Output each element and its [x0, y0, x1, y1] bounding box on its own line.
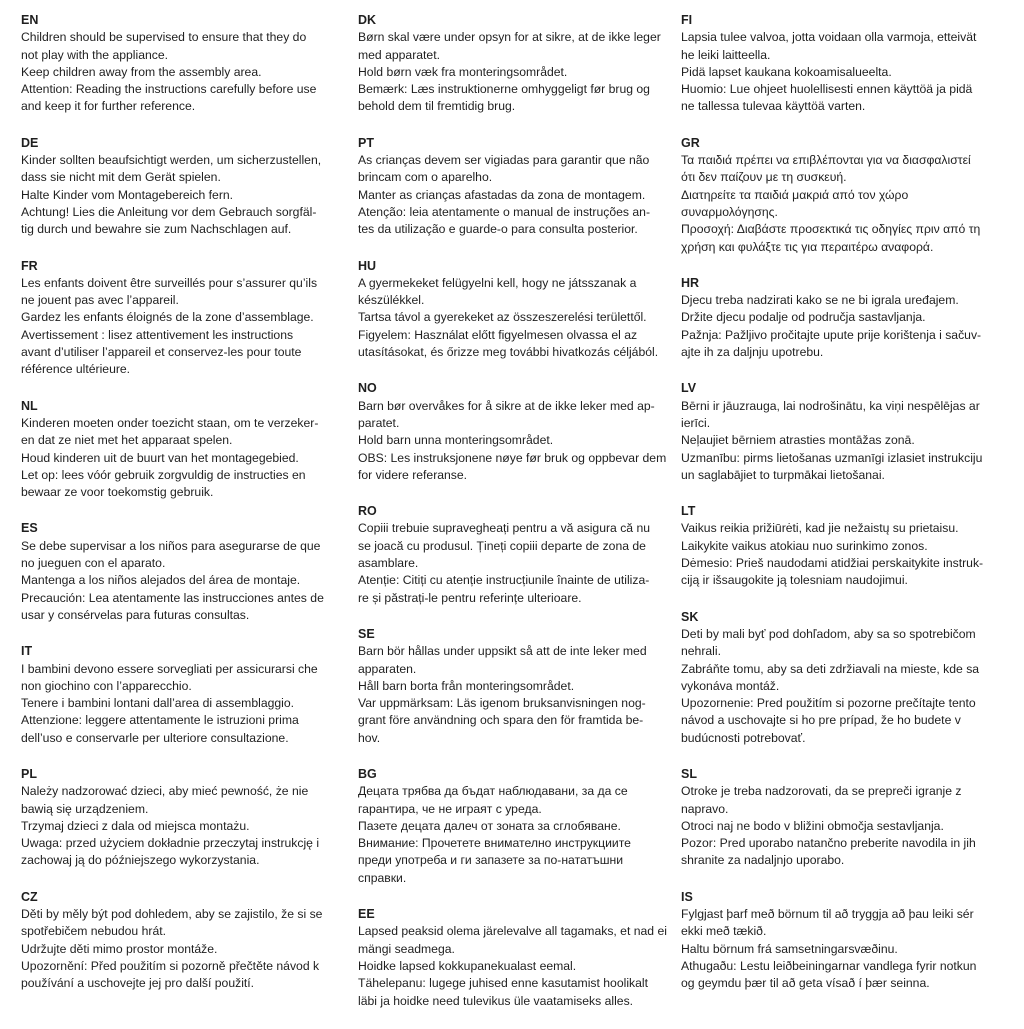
language-code-heading: NL: [21, 398, 38, 413]
instruction-line: not play with the appliance.: [21, 47, 169, 62]
instruction-line: Avertissement : lisez attentivement les instructions: [21, 327, 294, 342]
language-section: [681, 275, 1015, 361]
instruction-line: budúcnosti potrebovať.: [681, 730, 806, 745]
instruction-line: συναρμολόγησης.: [681, 204, 778, 219]
instruction-line: ne jouent pas avec l’appareil.: [21, 293, 179, 308]
instruction-line: Tähelepanu: lugege juhised enne kasutamist hoolikalt: [358, 976, 648, 991]
language-section: [21, 643, 354, 747]
instruction-line: Children should be supervised to ensure that they do: [21, 30, 307, 45]
instruction-line: Gardez les enfants éloignés de la zone d’assemblage.: [21, 310, 314, 325]
instruction-line: Hoidke lapsed kokkupanekualast eemal.: [358, 958, 577, 973]
instruction-line: tes da utilização e guarde-o para consulta posterior.: [358, 222, 638, 237]
language-section: [358, 906, 691, 1010]
instruction-line: Hold barn unna monteringsområdet.: [358, 433, 554, 448]
instruction-line: no jueguen con el aparato.: [21, 556, 166, 571]
instruction-line: ne tallessa tulevaa käyttöä varten.: [681, 99, 866, 114]
instruction-line: mängi seadmega.: [358, 941, 455, 956]
instruction-line: Držite djecu podalje od područja sastavljanja.: [681, 310, 926, 325]
instruction-line: Djecu treba nadzirati kako se ne bi igrala uređajem.: [681, 293, 959, 308]
instruction-line: Precaución: Lea atentamente las instrucciones antes de: [21, 590, 324, 605]
language-section: [21, 520, 354, 624]
instruction-line: Hold børn væk fra monteringsområdet.: [358, 64, 568, 79]
instruction-line: Bemærk: Læs instruktionerne omhyggeligt før brug og: [358, 82, 650, 97]
instruction-line: Upozornenie: Pred použitím si pozorne prečítajte tento: [681, 696, 976, 711]
instruction-line: Otroci naj ne bodo v bližini območja sestavljanja.: [681, 818, 944, 833]
instruction-line: Manter as crianças afastadas da zona de montagem.: [358, 187, 646, 202]
language-section: [358, 626, 691, 747]
instruction-line: asamblare.: [358, 556, 419, 571]
language-code-heading: FI: [681, 13, 693, 27]
instruction-line: Barn bör hållas under uppsikt så att de inte leker med: [358, 644, 647, 659]
instruction-line: for videre referanse.: [358, 467, 468, 482]
instruction-line: grant före användning och spara den för framtida be-: [358, 713, 644, 728]
instruction-line: Var uppmärksam: Läs igenom bruksanvisningen nog-: [358, 696, 646, 711]
language-code-heading: FR: [21, 258, 38, 273]
instruction-line: Vaikus reikia prižiūrėti, kad jie nežaistų su prietaisu.: [681, 521, 959, 536]
instruction-line: Należy nadzorować dzieci, aby mieć pewność, że nie: [21, 784, 309, 799]
instruction-line: avant d’utiliser l’appareil et conservez-les pour toute: [21, 345, 302, 360]
instruction-line: Achtung! Lies die Anleitung vor dem Gebrauch sorgfäl-: [21, 204, 317, 219]
instruction-line: Kinder sollten beaufsichtigt werden, um sicherzustellen,: [21, 153, 322, 168]
instruction-line: návod a uschovajte si ho pre prípad, že ho budete v: [681, 713, 961, 728]
instruction-line: Tartsa távol a gyerekeket az összeszerelési területtől.: [358, 310, 647, 325]
instruction-line: Les enfants doivent être surveillés pour s’assurer qu’ils: [21, 275, 318, 290]
language-section: [21, 12, 354, 116]
language-section: [358, 258, 691, 362]
language-section: [681, 766, 1015, 870]
instruction-line: Uzmanību: pirms lietošanas uzmanīgi izlasiet instrukciju: [681, 450, 983, 465]
instruction-line: Udržujte děti mimo prostor montáže.: [21, 941, 218, 956]
instruction-line: гарантира, че не играят с уреда.: [358, 801, 542, 816]
instruction-line: справки.: [358, 870, 407, 885]
instruction-line: napravo.: [681, 801, 729, 816]
instruction-line: tig durch und bewahre sie zum Nachschlagen auf.: [21, 222, 292, 237]
instruction-line: Neļaujiet bērniem atrasties montāžas zonā.: [681, 433, 915, 448]
instruction-line: Trzymaj dzieci z dala od miejsca montażu.: [21, 818, 250, 833]
instruction-line: Figyelem: Használat előtt figyelmesen olvassa el az: [358, 327, 638, 342]
instruction-line: bewaar ze voor toekomstig gebruik.: [21, 485, 214, 500]
language-section: [21, 766, 354, 870]
instruction-line: Se debe supervisar a los niños para asegurarse de que: [21, 538, 321, 553]
language-section: [681, 12, 1015, 116]
instruction-line: nehrali.: [681, 644, 721, 659]
language-code-heading: GR: [681, 135, 700, 150]
instruction-line: Pidä lapset kaukana kokoamisalueelta.: [681, 64, 892, 79]
language-code-heading: HR: [681, 275, 700, 290]
instruction-line: brincam com o aparelho.: [358, 170, 493, 185]
column-1: [21, 12, 354, 1012]
instruction-line: ciją ir išsaugokite ją tolesniam naudojimui.: [681, 573, 908, 588]
instruction-line: As crianças devem ser vigiadas para garantir que não: [358, 153, 650, 168]
instruction-line: készülékkel.: [358, 293, 425, 308]
instruction-line: utasításokat, és őrizze meg további hivatkozás céljából.: [358, 345, 659, 360]
language-code-heading: LV: [681, 381, 697, 396]
instruction-line: Atenção: leia atentamente o manual de instruções an-: [358, 204, 651, 219]
instruction-line: non giochino con l’apparecchio.: [21, 678, 192, 693]
instruction-line: I bambini devono essere sorvegliati per assicurarsi che: [21, 661, 318, 676]
language-section: [358, 12, 691, 116]
language-code-heading: DE: [21, 135, 39, 150]
instruction-line: Håll barn borta från monteringsområdet.: [358, 678, 575, 693]
instruction-line: Upozornění: Před použitím si pozorně přečtěte návod k: [21, 958, 320, 973]
instruction-line: Laikykite vaikus atokiau nuo surinkimo zonos.: [681, 538, 928, 553]
language-code-heading: HU: [358, 258, 377, 273]
instruction-line: Børn skal være under opsyn for at sikre, at de ikke leger: [358, 30, 661, 45]
instruction-line: dass sie nicht mit dem Gerät spielen.: [21, 170, 221, 185]
instruction-line: Τα παιδιά πρέπει να επιβλέπονται για να διασφαλιστεί: [681, 153, 971, 168]
instruction-line: vykonáva montáž.: [681, 678, 780, 693]
instruction-line: Haltu börnum frá samsetningarsvæðinu.: [681, 941, 898, 956]
instruction-line: Barn bør overvåkes for å sikre at de ikke leker med ap-: [358, 398, 655, 413]
instruction-line: OBS: Les instruksjonene nøye før bruk og oppbevar dem: [358, 450, 667, 465]
instruction-line: and keep it for further reference.: [21, 99, 196, 114]
instruction-line: Fylgjast þarf með börnum til að tryggja að þau leiki sér: [681, 907, 974, 922]
language-code-heading: NO: [358, 381, 377, 396]
instruction-line: en dat ze niet met het apparaat spelen.: [21, 433, 233, 448]
instruction-line: hov.: [358, 730, 381, 745]
instruction-line: Athugaðu: Lestu leiðbeiningarnar vandlega fyrir notkun: [681, 958, 977, 973]
instruction-line: Пазете децата далеч от зоната за сглобяване.: [358, 818, 621, 833]
instruction-line: bawią się urządzeniem.: [21, 801, 149, 816]
instruction-line: og geymdu þær til að geta vísað í þær seinna.: [681, 976, 930, 991]
instruction-line: Lapsed peaksid olema järelevalve all tagamaks, et nad ei: [358, 924, 667, 939]
instruction-line: ierīci.: [681, 415, 711, 430]
instruction-line: läbi ja hoidke need tulevikus üle vaatamiseks alles.: [358, 993, 634, 1008]
instruction-line: spotřebičem nebudou hrát.: [21, 924, 166, 939]
instruction-line: Huomio: Lue ohjeet huolellisesti ennen käyttöä ja pidä: [681, 82, 973, 97]
language-code-heading: SK: [681, 609, 699, 624]
language-section: [21, 398, 354, 502]
instruction-line: med apparatet.: [358, 47, 440, 62]
language-code-heading: IT: [21, 644, 33, 659]
instruction-line: Децата трябва да бъдат наблюдавани, за да се: [358, 784, 628, 799]
instruction-line: Προσοχή: Διαβάστε προσεκτικά τις οδηγίες πριν από τη: [681, 222, 981, 237]
instruction-line: Внимание: Прочетете внимателно инструкциите: [358, 836, 631, 851]
language-code-heading: SL: [681, 766, 697, 781]
instruction-line: používání a uschovejte jej pro další použití.: [21, 976, 255, 991]
language-code-heading: CZ: [21, 889, 38, 904]
language-section: [681, 889, 1015, 993]
instruction-line: Pažnja: Pažljivo pročitajte upute prije korištenja i sačuv-: [681, 327, 982, 342]
instruction-line: Atenție: Citiți cu atenție instrucțiunile înainte de utiliza-: [358, 573, 650, 588]
language-section: [681, 380, 1015, 484]
instruction-line: Keep children away from the assembly area.: [21, 64, 262, 79]
instruction-line: behold dem til fremtidig brug.: [358, 99, 516, 114]
instruction-line: ajte ih za daljnju upotrebu.: [681, 345, 824, 360]
instruction-line: Mantenga a los niños alejados del área de montaje.: [21, 573, 301, 588]
instruction-line: apparaten.: [358, 661, 417, 676]
language-section: [681, 135, 1015, 256]
instruction-line: Bērni ir jāuzrauga, lai nodrošinātu, ka viņi nespēlējas ar: [681, 398, 980, 413]
instruction-line: re și păstrați-le pentru referințe ulterioare.: [358, 590, 582, 605]
instruction-line: référence ultérieure.: [21, 362, 131, 377]
instruction-line: A gyermekeket felügyelni kell, hogy ne játsszanak a: [358, 275, 637, 290]
language-code-heading: SE: [358, 626, 375, 641]
instruction-line: Attenzione: leggere attentamente le istruzioni prima: [21, 713, 299, 728]
instruction-line: Deti by mali byť pod dohľadom, aby sa so spotrebičom: [681, 626, 976, 641]
instruction-line: dell’uso e conservarle per ulteriore consultazione.: [21, 730, 289, 745]
instruction-line: Děti by měly být pod dohledem, aby se zajistilo, že si se: [21, 907, 323, 922]
language-section: [681, 503, 1015, 589]
instruction-line: Lapsia tulee valvoa, jotta voidaan olla varmoja, etteivät: [681, 30, 977, 45]
language-code-heading: BG: [358, 766, 377, 781]
language-section: [358, 503, 691, 607]
instruction-line: ekki með tækið.: [681, 924, 767, 939]
instruction-line: Tenere i bambini lontani dall’area di assemblaggio.: [21, 696, 295, 711]
instruction-line: Διατηρείτε τα παιδιά μακριά από τον χώρο: [681, 187, 909, 202]
instruction-line: Zabráňte tomu, aby sa deti zdržiavali na mieste, kde sa: [681, 661, 980, 676]
column-2: [358, 12, 691, 1029]
language-code-heading: RO: [358, 504, 377, 519]
instruction-line: Dėmesio: Prieš naudodami atidžiai perskaitykite instruk-: [681, 556, 984, 571]
instruction-line: un saglabājiet to turpmākai lietošanai.: [681, 467, 885, 482]
instruction-line: shranite za nadaljnjo uporabo.: [681, 853, 845, 868]
language-code-heading: IS: [681, 889, 693, 904]
language-section: [358, 135, 691, 239]
language-section: [21, 258, 354, 379]
language-section: [681, 609, 1015, 747]
instruction-line: se joacă cu produsul. Țineți copiii departe de zona de: [358, 538, 646, 553]
instruction-line: zachowaj ją do późniejszego wykorzystania.: [21, 853, 260, 868]
column-3: [681, 12, 1015, 1012]
language-code-heading: DK: [358, 13, 377, 27]
instruction-line: he leiki laitteella.: [681, 47, 771, 62]
instruction-line: ότι δεν παίζουν με τη συσκευή.: [681, 170, 847, 185]
instruction-line: paratet.: [358, 415, 400, 430]
language-code-heading: LT: [681, 504, 696, 519]
language-section: [21, 135, 354, 239]
instruction-line: Halte Kinder vom Montagebereich fern.: [21, 187, 234, 202]
language-section: [358, 766, 691, 887]
language-code-heading: EN: [21, 13, 39, 27]
instruction-line: Otroke je treba nadzorovati, da se prepreči igranje z: [681, 784, 962, 799]
instruction-line: Pozor: Pred uporabo natančno preberite navodila in jih: [681, 836, 976, 851]
instruction-line: Attention: Reading the instructions carefully before use: [21, 82, 317, 97]
instruction-line: преди употреба и ги запазете за по-нататъшни: [358, 853, 624, 868]
instruction-line: Let op: lees vóór gebruik zorgvuldig de instructies en: [21, 467, 306, 482]
language-code-heading: PT: [358, 135, 374, 150]
language-code-heading: ES: [21, 521, 38, 536]
language-section: [21, 889, 354, 993]
language-section: [358, 380, 691, 484]
instruction-line: Houd kinderen uit de buurt van het montagegebied.: [21, 450, 299, 465]
instruction-line: usar y consérvelas para futuras consultas.: [21, 607, 250, 622]
instruction-line: Copiii trebuie supravegheați pentru a vă asigura că nu: [358, 521, 651, 536]
language-code-heading: PL: [21, 766, 37, 781]
language-code-heading: EE: [358, 907, 375, 922]
instruction-line: Kinderen moeten onder toezicht staan, om te verzeker-: [21, 415, 319, 430]
instruction-line: Uwaga: przed użyciem dokładnie przeczytaj instrukcję i: [21, 836, 320, 851]
instruction-line: χρήση και φυλάξτε τις για περαιτέρω αναφορά.: [681, 239, 934, 254]
